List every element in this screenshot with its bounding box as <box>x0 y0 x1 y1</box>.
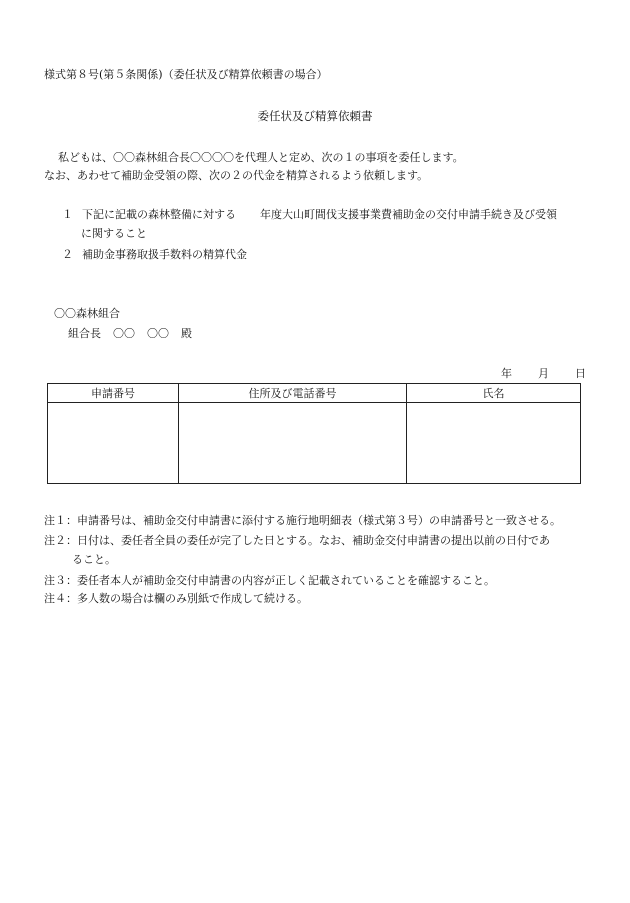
cell-name[interactable] <box>407 403 581 484</box>
date-line <box>501 365 586 381</box>
applicant-table <box>47 383 581 484</box>
item-1-number: １ <box>62 208 73 221</box>
date-day: 日 <box>575 367 586 380</box>
intro-line-2: なお、あわせて補助金受領の際、次の２の代金を精算されるよう依頼します。 <box>44 169 429 182</box>
note-4: 注４：多人数の場合は欄のみ別紙で作成して続ける。 <box>44 592 308 605</box>
item-1-continuation: に関すること <box>81 227 147 240</box>
table-header-row <box>48 384 581 403</box>
addressee-name-2: 〇〇 <box>147 327 169 340</box>
form-id: 様式第８号(第５条関係)（委任状及び精算依頼書の場合） <box>44 68 328 81</box>
addressee-honorific: 殿 <box>181 327 192 340</box>
cell-application-number[interactable] <box>48 403 179 484</box>
item-1-text-a: 下記に記載の森林整備に対する <box>82 208 236 221</box>
header-name: 氏名 <box>407 384 581 403</box>
note-1: 注１：申請番号は、補助金交付申請書に添付する施行地明細表（様式第３号）の申請番号と一致させる。 <box>44 514 561 527</box>
document-title: 委任状及び精算依頼書 <box>257 109 373 123</box>
header-application-number: 申請番号 <box>48 384 179 403</box>
addressee-title: 組合長 <box>68 327 101 340</box>
note-3: 注３：委任者本人が補助金交付申請書の内容が正しく記載されていることを確認すること。 <box>44 574 495 587</box>
note-2: 注２：日付は、委任者全員の委任が完了した日とする。なお、補助金交付申請書の提出以前の日付であ <box>44 534 550 547</box>
header-address-phone: 住所及び電話番号 <box>179 384 407 403</box>
addressee-org: 〇〇森林組合 <box>54 307 120 320</box>
item-2-number: ２ <box>62 248 73 261</box>
item-1 <box>62 206 557 222</box>
table-row <box>48 403 581 484</box>
cell-address-phone[interactable] <box>179 403 407 484</box>
note-2-continuation: ること。 <box>72 553 116 566</box>
date-year: 年 <box>501 367 512 380</box>
addressee-line <box>68 325 192 341</box>
date-month: 月 <box>538 367 549 380</box>
item-2 <box>62 246 247 262</box>
item-1-text-b: 年度大山町間伐支援事業費補助金の交付申請手続き及び受領 <box>260 208 557 221</box>
intro-line-1: 私どもは、〇〇森林組合長〇〇〇〇を代理人と定め、次の１の事項を委任します。 <box>58 151 464 164</box>
item-2-text: 補助金事務取扱手数料の精算代金 <box>82 248 247 261</box>
addressee-name-1: 〇〇 <box>113 327 135 340</box>
